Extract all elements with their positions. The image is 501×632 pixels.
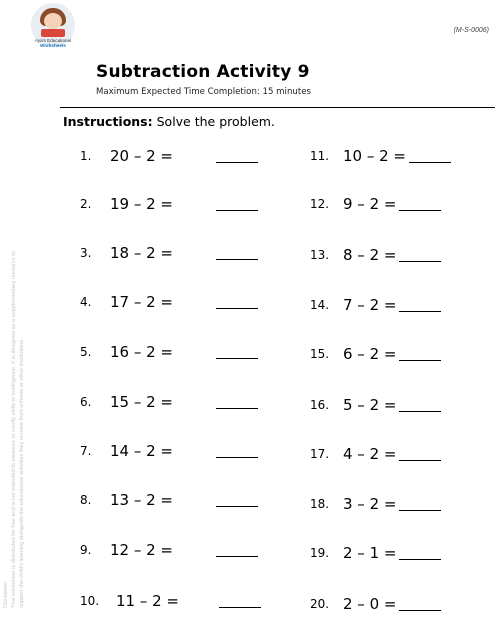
problem-equation: 3 – 2 = (343, 495, 397, 513)
answer-blank[interactable] (216, 162, 258, 163)
problem-number: 18. (310, 497, 330, 511)
problem-number: 15. (310, 347, 330, 361)
problem-number: 3. (80, 246, 92, 260)
problem-number: 14. (310, 298, 330, 312)
problem-equation: 20 – 2 = (110, 147, 174, 165)
answer-blank[interactable] (399, 311, 441, 312)
instructions-text: Solve the problem. (156, 114, 275, 129)
problem-number: 16. (310, 398, 330, 412)
problem-equation: 6 – 2 = (343, 345, 397, 363)
page-subtitle: Maximum Expected Time Completion: 15 minutes (96, 87, 311, 97)
answer-blank[interactable] (216, 556, 258, 557)
problem-equation: 11 – 2 = (116, 592, 180, 610)
problem-number: 10. (80, 594, 100, 608)
problem-equation: 5 – 2 = (343, 396, 397, 414)
problem-equation: 19 – 2 = (110, 195, 174, 213)
answer-blank[interactable] (216, 408, 258, 409)
answer-blank[interactable] (409, 162, 451, 163)
answer-blank[interactable] (216, 457, 258, 458)
problem-number: 7. (80, 444, 92, 458)
logo-text (28, 38, 78, 48)
header-divider (60, 107, 495, 108)
logo-line2: Worksheets (40, 43, 66, 49)
problem-number: 1. (80, 149, 92, 163)
logo (28, 3, 78, 53)
problem-equation: 15 – 2 = (110, 393, 174, 411)
disclaimer-line1: This worksheet is distributed for free and is not intended to measure or certify skills or intelligence. It is designed as a supplementary resource to (11, 251, 17, 608)
answer-blank[interactable] (216, 259, 258, 260)
logo-line1: Aya's Educational (34, 38, 72, 43)
problem-number: 12. (310, 197, 330, 211)
worksheet-code: (M-S-0006) (453, 27, 489, 34)
problem-equation: 18 – 2 = (110, 244, 174, 262)
answer-blank[interactable] (216, 210, 258, 211)
answer-blank[interactable] (216, 308, 258, 309)
answer-blank[interactable] (216, 506, 258, 507)
answer-blank[interactable] (399, 460, 441, 461)
disclaimer (2, 118, 38, 618)
instructions-label: Instructions: (63, 114, 153, 129)
disclaimer-line2: support the child's learning alongside the educational activities they receive from schools or other institutions. (19, 338, 25, 608)
answer-blank[interactable] (399, 411, 441, 412)
problem-equation: 2 – 0 = (343, 595, 397, 613)
problem-equation: 7 – 2 = (343, 296, 397, 314)
problem-equation: 4 – 2 = (343, 445, 397, 463)
answer-blank[interactable] (219, 607, 261, 608)
problem-number: 4. (80, 295, 92, 309)
problem-equation: 10 – 2 = (343, 147, 407, 165)
page-title: Subtraction Activity 9 (96, 62, 310, 82)
problem-number: 9. (80, 543, 92, 557)
problem-equation: 14 – 2 = (110, 442, 174, 460)
problem-number: 2. (80, 197, 92, 211)
problem-equation: 16 – 2 = (110, 343, 174, 361)
disclaimer-text (2, 118, 38, 608)
answer-blank[interactable] (399, 261, 441, 262)
problem-equation: 2 – 1 = (343, 544, 397, 562)
disclaimer-heading: Disclaimer: (3, 580, 9, 608)
problem-equation: 8 – 2 = (343, 246, 397, 264)
answer-blank[interactable] (399, 360, 441, 361)
logo-book-icon (41, 29, 65, 37)
problem-equation: 12 – 2 = (110, 541, 174, 559)
problem-number: 6. (80, 395, 92, 409)
problem-number: 19. (310, 546, 330, 560)
answer-blank[interactable] (399, 510, 441, 511)
problem-number: 11. (310, 149, 330, 163)
instructions (63, 114, 275, 129)
problem-equation: 17 – 2 = (110, 293, 174, 311)
problem-number: 17. (310, 447, 330, 461)
problem-number: 20. (310, 597, 330, 611)
answer-blank[interactable] (399, 610, 441, 611)
problem-number: 13. (310, 248, 330, 262)
logo-face (44, 13, 62, 29)
problem-equation: 9 – 2 = (343, 195, 397, 213)
problem-equation: 13 – 2 = (110, 491, 174, 509)
answer-blank[interactable] (216, 358, 258, 359)
problem-number: 5. (80, 345, 92, 359)
problem-number: 8. (80, 493, 92, 507)
answer-blank[interactable] (399, 210, 441, 211)
answer-blank[interactable] (399, 559, 441, 560)
